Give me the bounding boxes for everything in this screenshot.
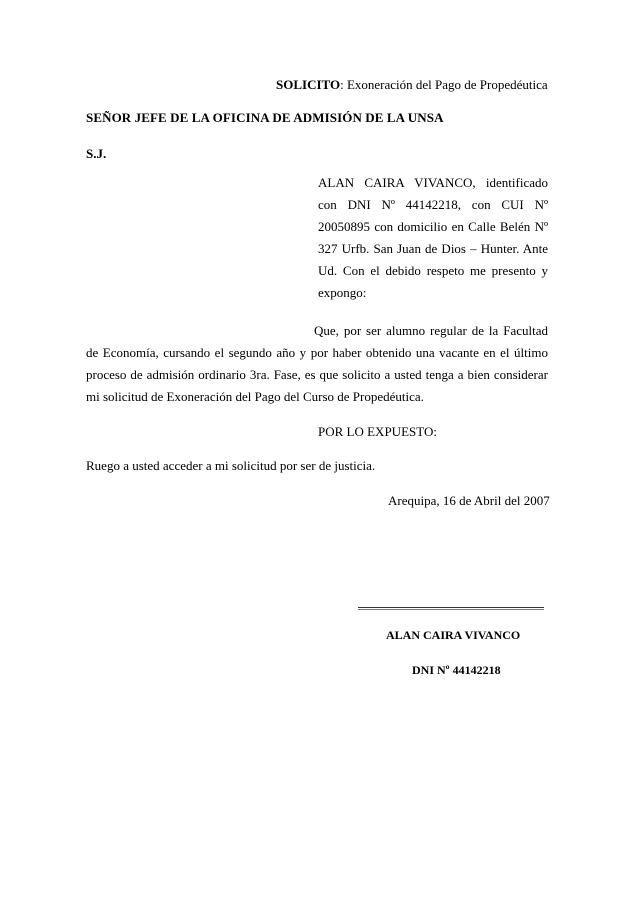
body-line: Que, por ser alumno regular de la Facultad (314, 323, 548, 338)
body-line: mi solicitud de Exoneración del Pago del Curso de Propedéutica. (86, 389, 424, 404)
body-line: proceso de admisión ordinario 3ra. Fase, es que solicito a usted tenga a bien considerar (86, 367, 548, 382)
intro-line: Ud. Con el debido respeto me presento y (318, 263, 548, 278)
addressee-heading: SEÑOR JEFE DE LA OFICINA DE ADMISIÓN DE LA UNSA (86, 110, 444, 125)
intro-line: 327 Urfb. San Juan de Dios – Hunter. Ante (318, 241, 548, 256)
intro-line: ALAN CAIRA VIVANCO, identificado (318, 175, 548, 190)
signature-line (358, 607, 544, 608)
subject-label: SOLICITO (276, 77, 341, 92)
intro-line: 20050895 con domicilio en Calle Belén Nº (318, 219, 548, 234)
subject-text: : Exoneración del Pago de Propedéutica (340, 77, 548, 92)
signature-dni: DNI Nº 44142218 (412, 663, 501, 677)
body-line: de Economía, cursando el segundo año y por haber obtenido una vacante en el último (86, 345, 548, 360)
por-lo-expuesto: POR LO EXPUESTO: (318, 424, 437, 439)
signature-name: ALAN CAIRA VIVANCO (386, 628, 521, 642)
sj-label: S.J. (86, 146, 107, 161)
intro-paragraph (318, 172, 548, 304)
signature-line-underscore (358, 609, 544, 610)
body-paragraph (86, 320, 548, 408)
subject-line (276, 77, 548, 93)
closing-request: Ruego a usted acceder a mi solicitud por ser de justicia. (86, 458, 376, 473)
intro-line: con DNI Nº 44142218, con CUI Nº (318, 197, 548, 212)
intro-line: expongo: (318, 285, 367, 300)
place-date: Arequipa, 16 de Abril del 2007 (388, 493, 550, 508)
